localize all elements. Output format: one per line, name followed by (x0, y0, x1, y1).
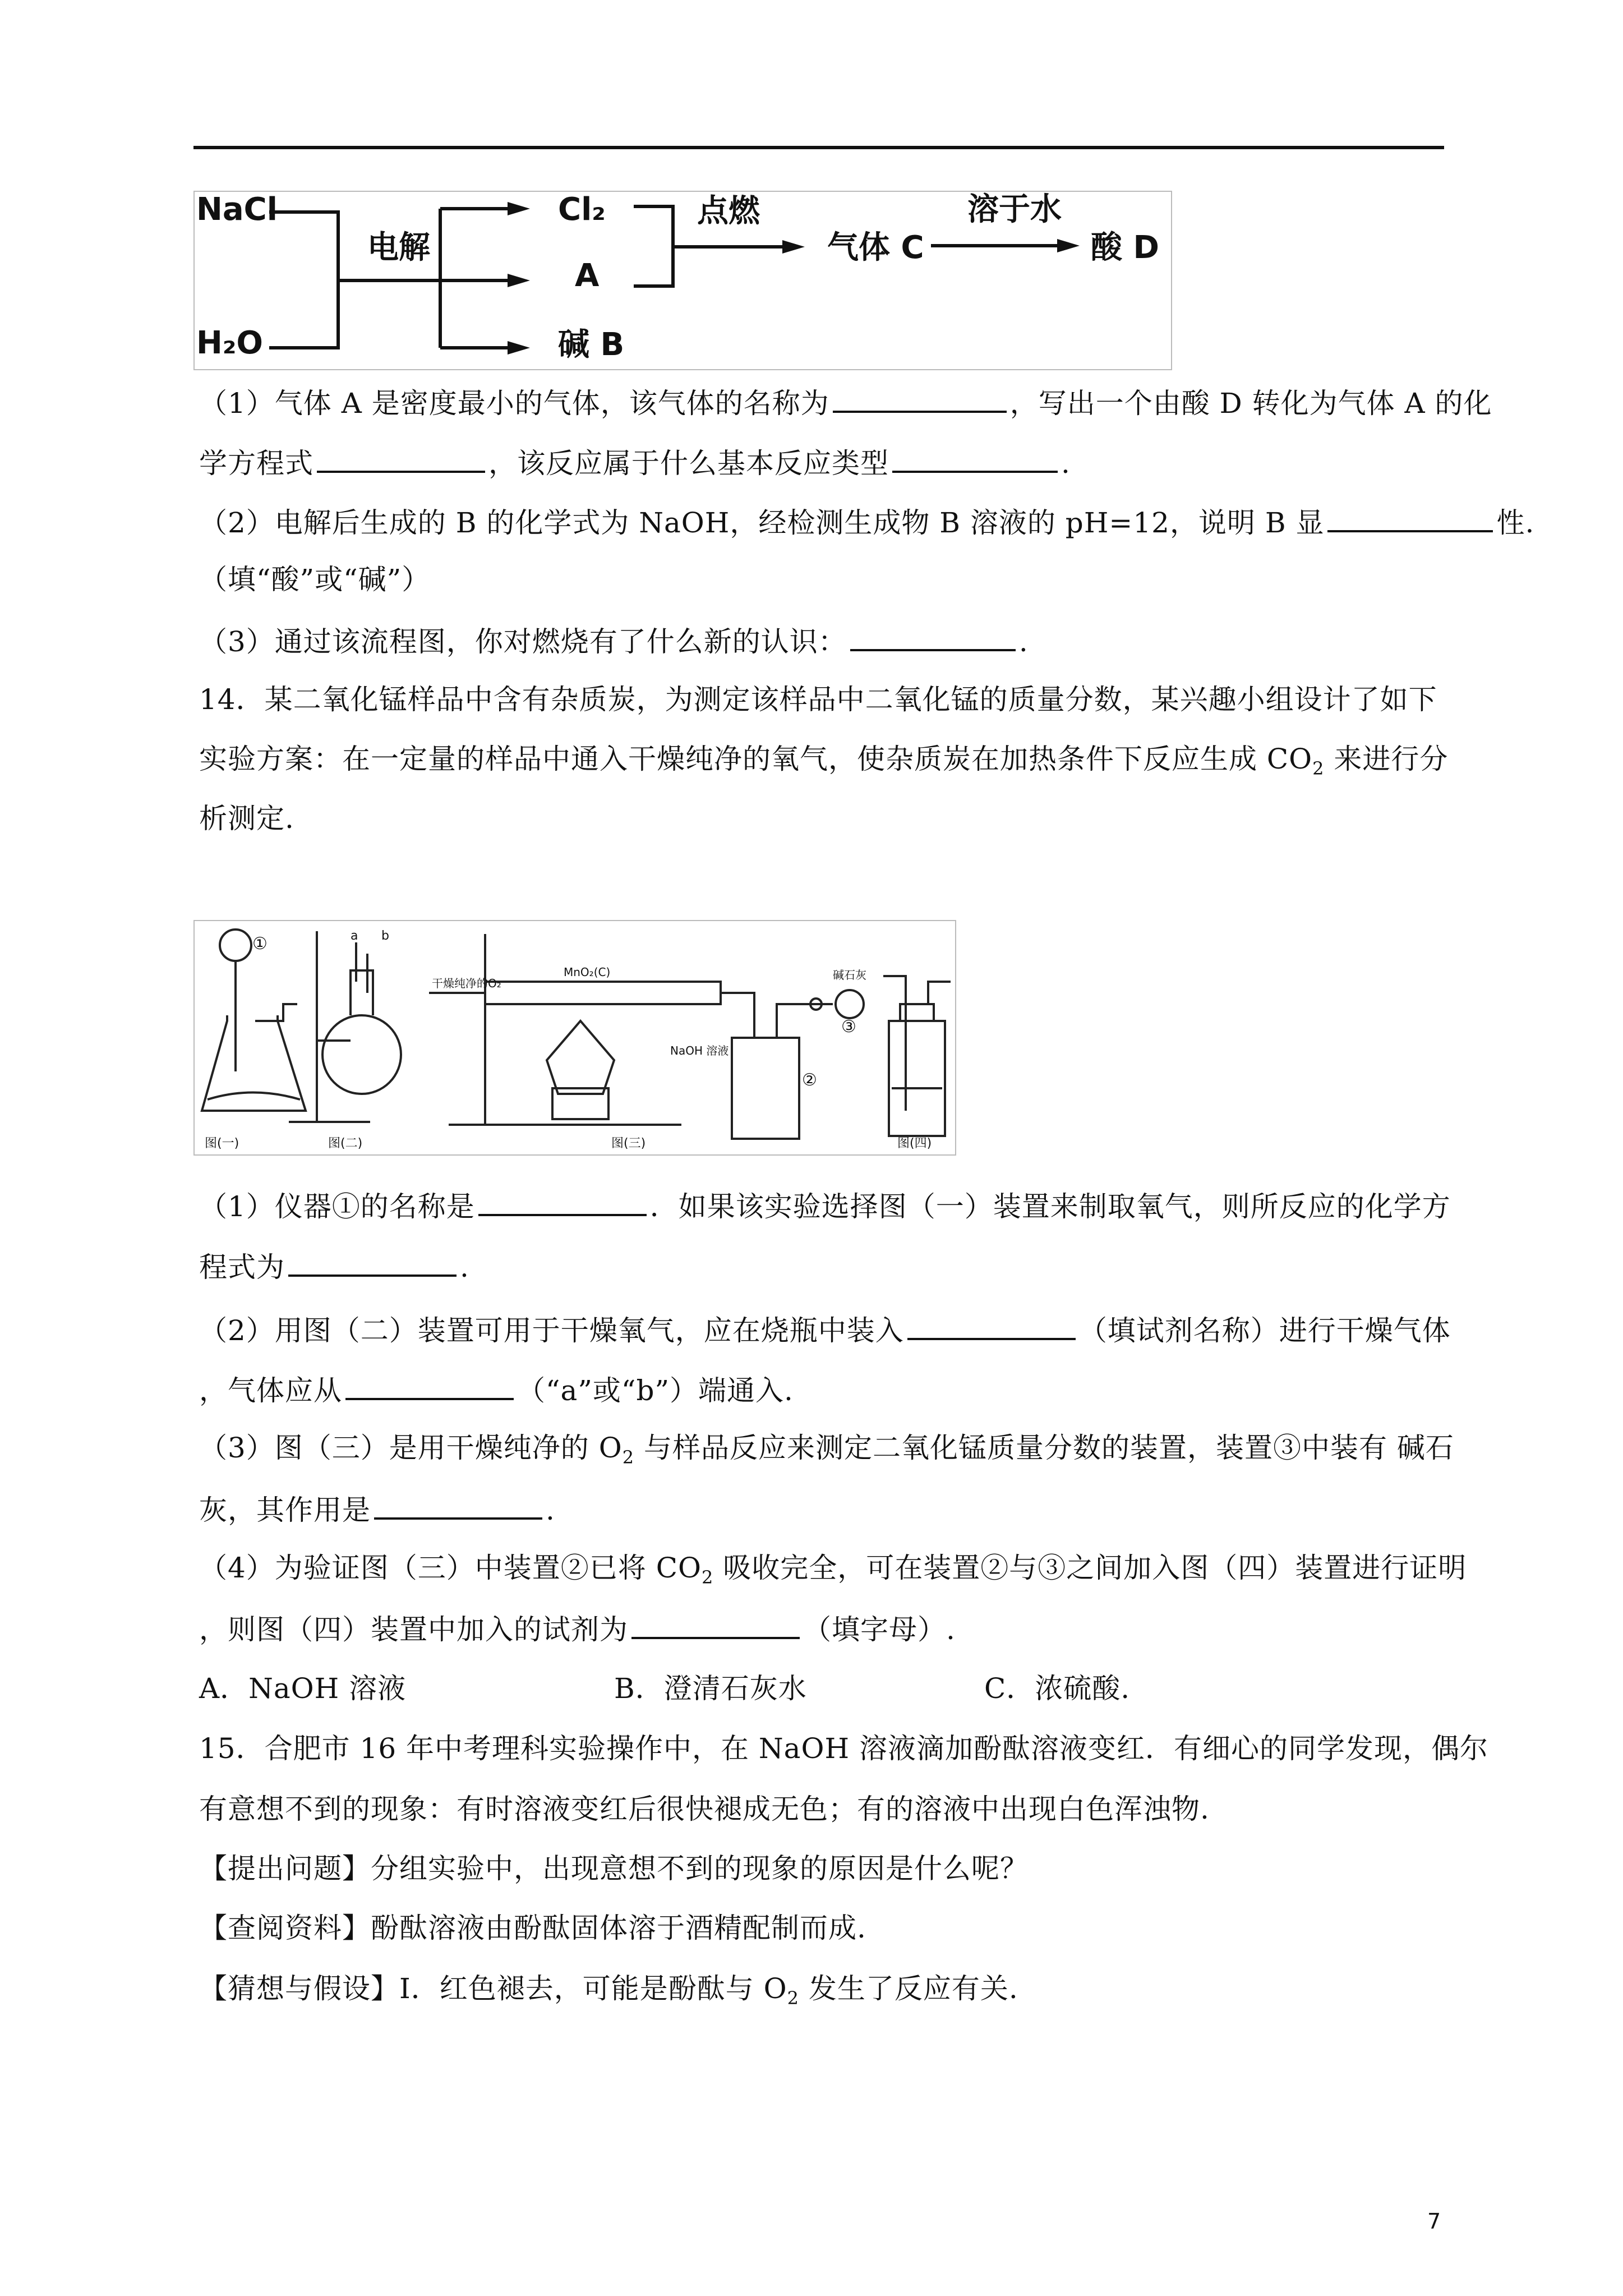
q14-part1-line1: （1）仪器①的名称是 ．如果该实验选择图（一）装置来制取氧气，则所反应的化学方 (199, 1185, 1444, 1226)
answer-blank[interactable] (907, 1309, 1076, 1340)
q14-part4-line2: ，则图（四）装置中加入的试剂为 （填字母）. (199, 1608, 1444, 1649)
flow-cl2: Cl₂ (558, 191, 606, 228)
label-fig-3: 图(三) (611, 1137, 646, 1151)
label-fig-2: 图(二) (328, 1137, 363, 1151)
q13-part1-line1: （1）气体 A 是密度最小的气体，该气体的名称为 ，写出一个由酸 D 转化为气体 A 的化 (199, 381, 1444, 423)
label-port-b: b (381, 929, 389, 943)
page-number: 7 (1427, 2209, 1441, 2234)
answer-blank[interactable] (478, 1185, 647, 1216)
option-c[interactable]: C．浓硫酸. (984, 1672, 1131, 1705)
q14-part3-line1: （3）图（三）是用干燥纯净的 $O_2$ 与样品反应来测定二氧化锰质量分数的装置，装置③中装有 碱石 (199, 1432, 1454, 1468)
q15-line4: 【查阅资料】酚酞溶液由酚酞固体溶于酒精配制而成. (199, 1912, 866, 1944)
flow-h2o: H₂O (196, 325, 263, 361)
answer-blank[interactable] (317, 441, 485, 473)
label-fig-1: 图(一) (205, 1137, 239, 1151)
option-b[interactable]: B．澄清石灰水 (614, 1672, 807, 1705)
q14-part1-line2: 程式为 . (199, 1245, 1444, 1287)
q14-part2-line1: （2）用图（二）装置可用于干燥氧气，应在烧瓶中装入 （填试剂名称）进行干燥气体 (199, 1309, 1444, 1350)
q14-intro-line3: 析测定. (199, 802, 294, 835)
answer-blank[interactable] (1327, 501, 1493, 532)
flow-ignite: 点燃 (697, 193, 760, 229)
label-fig-4: 图(四) (897, 1137, 932, 1151)
q13-part2-line2: （填“酸”或“碱”） (199, 563, 431, 596)
label-port-a: a (351, 929, 358, 943)
option-a[interactable]: A．NaOH 溶液 (199, 1672, 407, 1705)
answer-blank[interactable] (850, 620, 1016, 651)
q15-line2: 有意想不到的现象：有时溶液变红后很快褪成无色；有的溶液中出现白色浑浊物. (199, 1793, 1210, 1825)
q15-line3: 【提出问题】分组实验中，出现意想不到的现象的原因是什么呢？ (199, 1852, 1029, 1885)
flow-acid-d: 酸 D (1091, 229, 1159, 266)
flow-diagram (193, 191, 1172, 370)
q14-part3-line2: 灰，其作用是 . (199, 1488, 1444, 1530)
label-soda-lime: 碱石灰 (833, 968, 866, 982)
flow-electrolysis: 电解 (367, 229, 430, 266)
answer-blank[interactable] (374, 1488, 542, 1520)
label-circle-2: ② (802, 1070, 817, 1090)
q14-intro-line1: 14．某二氧化锰样品中含有杂质炭，为测定该样品中二氧化锰的质量分数，某兴趣小组设计了如下 (199, 683, 1437, 716)
answer-blank[interactable] (892, 441, 1058, 473)
answer-blank[interactable] (833, 381, 1007, 413)
q13-part1-line2: 学方程式 ，该反应属于什么基本反应类型 . (199, 441, 1444, 483)
answer-blank[interactable] (631, 1608, 800, 1639)
apparatus-figure (193, 920, 956, 1156)
q14-part4-line1: （4）为验证图（三）中装置②已将 $CO_2$ 吸收完全，可在装置②与③之间加入图（四）装置进行证明 (199, 1552, 1467, 1588)
q13-part2-line1: （2）电解后生成的 B 的化学式为 NaOH，经检测生成物 B 溶液的 pH=12，说明 B 显 性. (199, 501, 1444, 542)
answer-blank[interactable] (288, 1245, 457, 1277)
flow-base-b: 碱 B (558, 326, 625, 363)
header-rule (193, 146, 1444, 149)
q15-line5: 【猜想与假设】Ⅰ．红色褪去，可能是酚酞与 $O_2$ 发生了反应有关. (199, 1972, 1018, 2009)
label-circle-1: ① (252, 934, 268, 954)
q14-options (199, 1669, 1444, 1708)
flow-a: A (575, 257, 600, 294)
answer-blank[interactable] (345, 1369, 514, 1400)
label-naoh-solution: NaOH 溶液 (670, 1044, 729, 1057)
q13-part3: （3）通过该流程图，你对燃烧有了什么新的认识： . (199, 620, 1444, 661)
label-dry-o2: 干燥纯净的O₂ (432, 977, 501, 990)
flow-dissolve: 溶于水 (967, 191, 1062, 228)
flow-nacl: NaCl (196, 191, 278, 228)
q14-part2-line2: ，气体应从 （“a”或“b”）端通入. (199, 1369, 1444, 1410)
label-mno2c: MnO₂(C) (564, 965, 611, 979)
flow-gas-c: 气体 C (827, 229, 924, 266)
label-circle-3: ③ (841, 1017, 856, 1037)
q14-intro-line2: 实验方案：在一定量的样品中通入干燥纯净的氧气，使杂质炭在加热条件下反应生成 $CO_2$ 来进行分 (199, 743, 1449, 779)
q15-line1: 15．合肥市 16 年中考理科实验操作中，在 NaOH 溶液滴加酚酞溶液变红．有细心的同学发现，偶尔 (199, 1732, 1488, 1765)
